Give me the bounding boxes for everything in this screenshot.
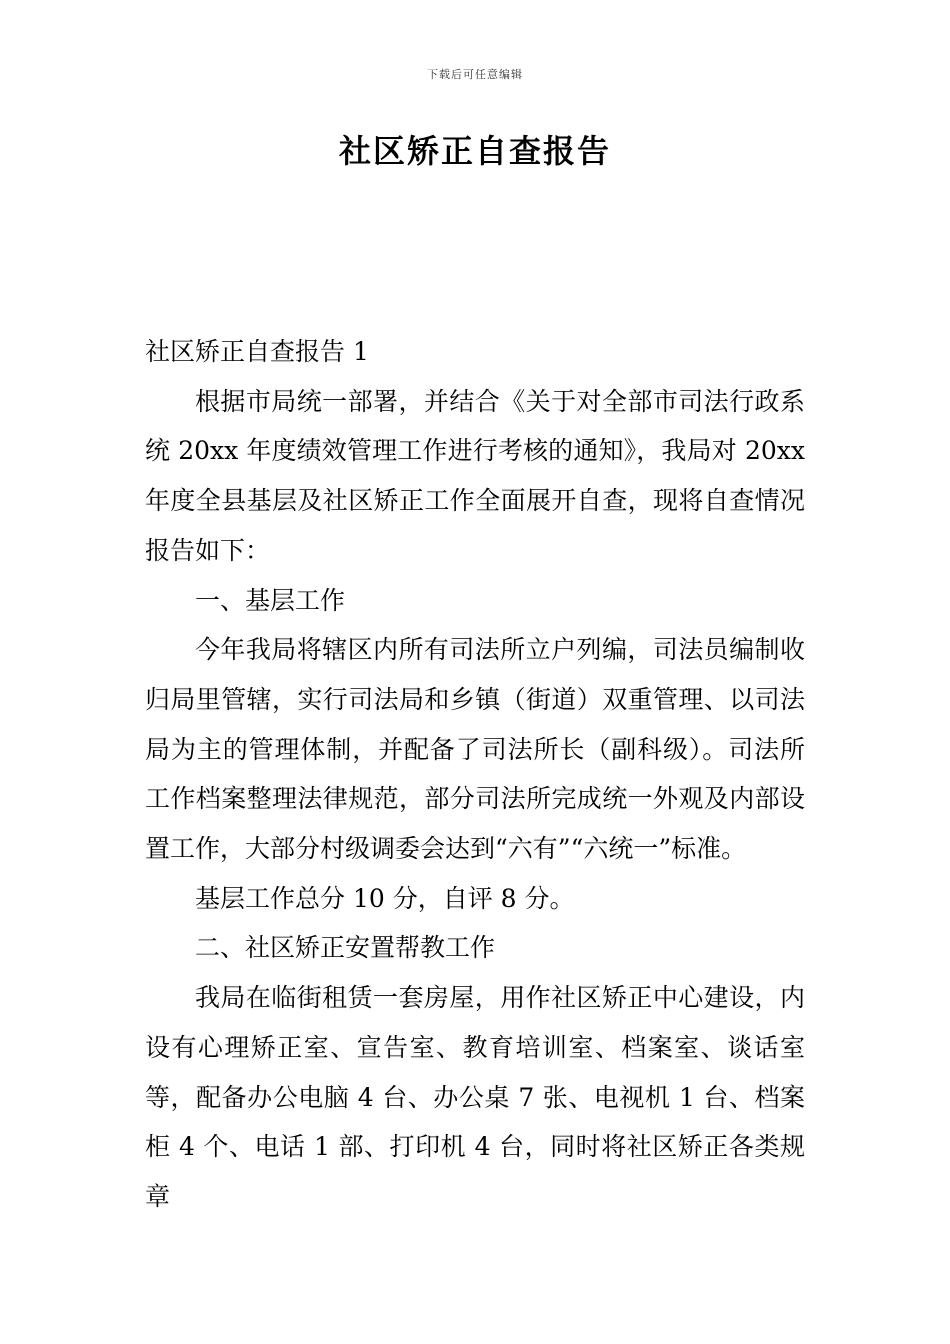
header-note: 下载后可任意编辑 (427, 68, 523, 81)
document-body (145, 327, 805, 1222)
community-correction-paragraph: 我局在临街租赁一套房屋，用作社区矫正中心建设，内设有心理矫正室、宣告室、教育培训室、档案室、谈话室等，配备办公电脑 4 台、办公桌 7 张、电视机 1 台、档案柜 4 个、电话 1 部、打印机 4 台，同时将社区矫正各类规章 (145, 983, 805, 1211)
grassroots-paragraph: 今年我局将辖区内所有司法所立户列编，司法员编制收归局里管辖，实行司法局和乡镇（街道）双重管理、以司法局为主的管理体制，并配备了司法所长（副科级）。司法所工作档案整理法律规范，部分司法所完成统一外观及内部设置工作，大部分村级调委会达到“六有”“六统一”标准。 (145, 635, 805, 864)
intro-paragraph: 根据市局统一部署，并结合《关于对全部市司法行政系统 20xx 年度绩效管理工作进行考核的通知》，我局对 20xx 年度全县基层及社区矫正工作全面展开自查，现将自查情况报告如下： (145, 386, 805, 565)
document-title: 社区矫正自查报告 (338, 132, 611, 170)
subheading-grassroots: 一、基层工作 (195, 585, 346, 615)
grassroots-score: 基层工作总分 10 分，自评 8 分。 (195, 883, 575, 913)
section-heading: 社区矫正自查报告 1 (145, 337, 369, 366)
subheading-community-correction: 二、社区矫正安置帮教工作 (195, 933, 496, 963)
